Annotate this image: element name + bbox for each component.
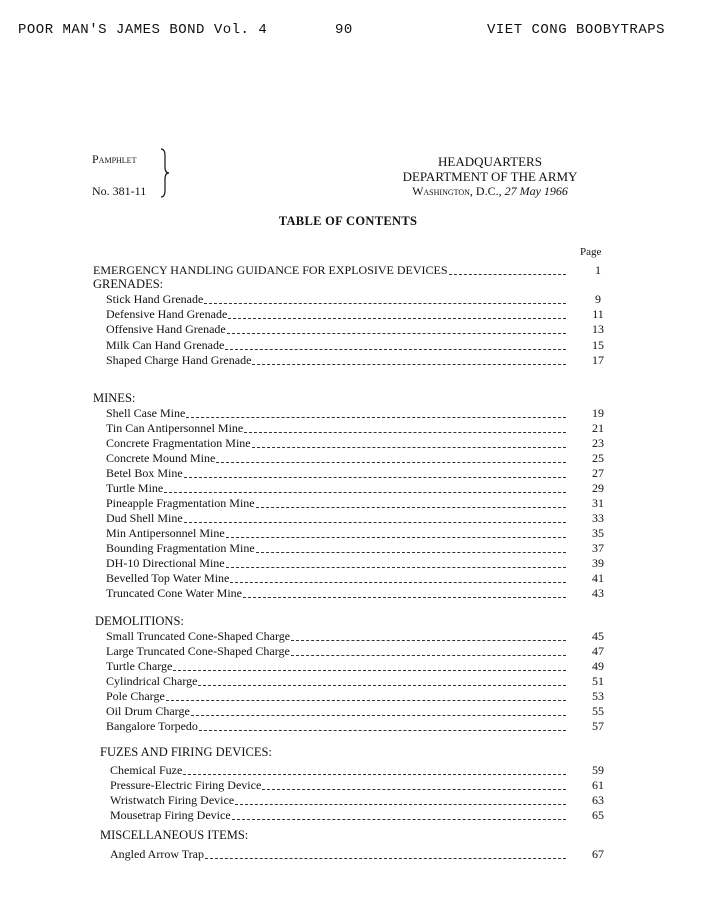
toc-entry-page: 19 [592,406,604,420]
toc-entry-label: Pressure-Electric Firing Device [110,778,262,792]
toc-entry-label: Pineapple Fragmentation Mine [106,496,255,510]
dot-leader [186,417,566,418]
toc-section-heading: GRENADES: [93,277,164,291]
toc-entry-label: DH-10 Directional Mine [106,556,225,570]
hq-location-date [380,184,600,199]
running-head-subject: VIET CONG BOOBYTRAPS [487,22,666,38]
toc-entry-label: Pole Charge [106,689,165,703]
toc-entry-page: 23 [592,436,604,450]
dot-leader [183,774,566,775]
toc-entry-page: 61 [592,778,604,792]
toc-entry-page: 51 [592,674,604,688]
toc-entry-turtle-mine[interactable] [106,481,604,496]
toc-entry-page: 27 [592,466,604,480]
dot-leader [184,477,566,478]
toc-entry-label: Stick Hand Grenade [106,292,204,306]
toc-entry-pressure-electric-firing-device[interactable] [110,778,604,793]
toc-entry-page: 59 [592,763,604,777]
toc-section-heading: DEMOLITIONS: [95,614,184,628]
toc-entry-page: 57 [592,719,604,733]
dot-leader [173,670,566,671]
toc-entry-page: 1 [595,263,601,277]
toc-entry-mousetrap-firing-device[interactable] [110,808,604,823]
toc-entry-emergency-handling[interactable] [93,263,601,278]
dot-leader [226,567,566,568]
dot-leader [216,462,566,463]
dot-leader [244,432,566,433]
toc-section-heading: MINES: [93,391,136,405]
toc-entry-page: 33 [592,511,604,525]
toc-entry-dh-10-directional-mine[interactable] [106,556,604,571]
toc-entry-label: Tin Can Antipersonnel Mine [106,421,244,435]
toc-entry-page: 49 [592,659,604,673]
dot-leader [243,597,566,598]
toc-entry-chemical-fuze[interactable] [110,763,604,778]
toc-entry-label: Betel Box Mine [106,466,183,480]
toc-entry-defensive-hand-grenade[interactable] [106,307,604,322]
toc-entry-cylindrical-charge[interactable] [106,674,604,689]
dot-leader [228,318,566,319]
toc-entry-page: 17 [592,353,604,367]
toc-entry-page: 11 [592,307,604,321]
hq-date: 27 May 1966 [504,184,568,198]
dot-leader [184,522,566,523]
toc-entry-label: Shell Case Mine [106,406,186,420]
toc-entry-label: Milk Can Hand Grenade [106,338,225,352]
toc-entry-shaped-charge-hand-grenade[interactable] [106,353,604,368]
toc-title: TABLE OF CONTENTS [278,214,418,228]
toc-entry-page: 47 [592,644,604,658]
dot-leader [166,700,566,701]
pamphlet-label: Pamphlet [92,152,137,166]
toc-entry-page: 39 [592,556,604,570]
pamphlet-number: No. 381-11 [92,184,147,198]
toc-entry-concrete-mound-mine[interactable] [106,451,604,466]
toc-entry-label: Angled Arrow Trap [110,847,205,861]
toc-entry-page: 35 [592,526,604,540]
toc-entry-angled-arrow-trap[interactable] [110,847,604,862]
toc-entry-pineapple-fragmentation-mine[interactable] [106,496,604,511]
toc-entry-page: 29 [592,481,604,495]
toc-entry-label: Small Truncated Cone-Shaped Charge [106,629,291,643]
toc-entry-page: 43 [592,586,604,600]
dot-leader [227,333,566,334]
toc-section-heading: FUZES AND FIRING DEVICES: [100,745,272,759]
toc-entry-bangalore-torpedo[interactable] [106,719,604,734]
toc-entry-label: Bangalore Torpedo [106,719,198,733]
dot-leader [191,715,566,716]
dot-leader [164,492,566,493]
toc-entry-page: 67 [592,847,604,861]
toc-entry-label: Bounding Fragmentation Mine [106,541,255,555]
toc-entry-label: Truncated Cone Water Mine [106,586,243,600]
toc-entry-page: 13 [592,322,604,336]
dot-leader [256,507,566,508]
running-head-title: POOR MAN'S JAMES BOND Vol. 4 [18,22,268,38]
dot-leader [225,349,566,350]
toc-entry-large-truncated-cone-shaped-charge[interactable] [106,644,604,659]
toc-entry-label: Bevelled Top Water Mine [106,571,230,585]
toc-entry-small-truncated-cone-shaped-charge[interactable] [106,629,604,644]
dot-leader [205,858,566,859]
toc-entry-offensive-hand-grenade[interactable] [106,322,604,337]
toc-entry-milk-can-hand-grenade[interactable] [106,338,604,353]
dot-leader [204,303,566,304]
toc-entry-label: Oil Drum Charge [106,704,190,718]
hq-line-2: DEPARTMENT OF THE ARMY [402,169,578,184]
toc-entry-dud-shell-mine[interactable] [106,511,604,526]
dot-leader [235,804,566,805]
toc-entry-page: 41 [592,571,604,585]
toc-entry-page: 21 [592,421,604,435]
toc-entry-oil-drum-charge[interactable] [106,704,604,719]
dot-leader [199,730,566,731]
toc-entry-label: Cylindrical Charge [106,674,198,688]
toc-entry-label: Turtle Mine [106,481,164,495]
toc-entry-label: EMERGENCY HANDLING GUIDANCE FOR EXPLOSIVE DEVICES [93,263,448,277]
toc-entry-betel-box-mine[interactable] [106,466,604,481]
toc-entry-shell-case-mine[interactable] [106,406,604,421]
running-head-page-number: 90 [335,22,353,38]
dot-leader [198,685,566,686]
toc-entry-page: 15 [592,338,604,352]
right-brace-icon [160,148,170,198]
headquarters-block [380,154,600,199]
toc-entry-page: 53 [592,689,604,703]
toc-entry-pole-charge[interactable] [106,689,604,704]
toc-entry-min-antipersonnel-mine[interactable] [106,526,604,541]
toc-entry-label: Turtle Charge [106,659,173,673]
toc-entry-turtle-charge[interactable] [106,659,604,674]
hq-city: Washington, D.C., [412,184,502,198]
toc-entry-label: Dud Shell Mine [106,511,183,525]
toc-entry-page: 63 [592,793,604,807]
toc-entry-concrete-fragmentation-mine[interactable] [106,436,604,451]
toc-entry-tin-can-antipersonnel-mine[interactable] [106,421,604,436]
toc-entry-wristwatch-firing-device[interactable] [110,793,604,808]
toc-entry-label: Large Truncated Cone-Shaped Charge [106,644,290,658]
dot-leader [252,447,566,448]
toc-entry-label: Defensive Hand Grenade [106,307,228,321]
toc-entry-page: 65 [592,808,604,822]
toc-entry-stick-hand-grenade[interactable] [106,292,601,307]
toc-entry-label: Chemical Fuze [110,763,183,777]
hq-line-1: HEADQUARTERS [438,154,542,169]
toc-entry-label: Concrete Mound Mine [106,451,216,465]
toc-section-heading: MISCELLANEOUS ITEMS: [100,828,249,842]
toc-entry-truncated-cone-water-mine[interactable] [106,586,604,601]
toc-entry-label: Concrete Fragmentation Mine [106,436,251,450]
dot-leader [256,552,566,553]
toc-entry-label: Offensive Hand Grenade [106,322,226,336]
toc-entry-page: 55 [592,704,604,718]
toc-entry-page: 31 [592,496,604,510]
toc-entry-label: Shaped Charge Hand Grenade [106,353,252,367]
dot-leader [232,819,566,820]
toc-entry-page: 9 [595,292,601,306]
dot-leader [226,537,566,538]
dot-leader [291,640,566,641]
dot-leader [230,582,566,583]
toc-entry-label: Mousetrap Firing Device [110,808,231,822]
toc-entry-label: Wristwatch Firing Device [110,793,235,807]
toc-entry-bevelled-top-water-mine[interactable] [106,571,604,586]
dot-leader [262,789,566,790]
toc-entry-page: 37 [592,541,604,555]
dot-leader [449,274,566,275]
toc-entry-page: 45 [592,629,604,643]
dot-leader [291,655,566,656]
toc-entry-page: 25 [592,451,604,465]
toc-entry-label: Min Antipersonnel Mine [106,526,225,540]
toc-entry-bounding-fragmentation-mine[interactable] [106,541,604,556]
dot-leader [252,364,566,365]
page-column-heading: Page [580,246,602,258]
